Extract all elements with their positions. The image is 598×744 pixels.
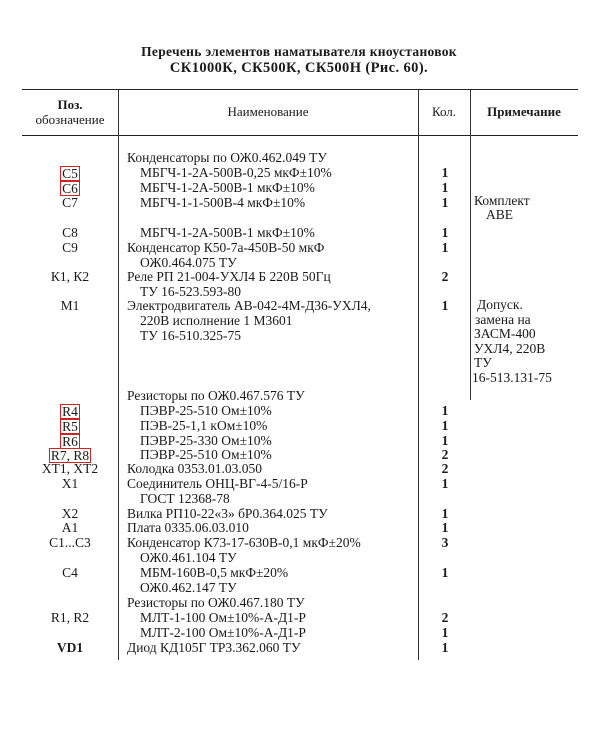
- row-name: МБГЧ-1-2А-500В-0,25 мкФ±10%: [140, 165, 332, 180]
- row-position: [22, 611, 118, 625]
- row-name: Колодка 0353.01.03.050: [127, 461, 262, 476]
- row-name: Конденсатор К73-17-630В-0,1 мкФ±20%: [127, 535, 361, 550]
- row-name: МЛТ-1-100 Ом±10%-А-Д1-Р: [140, 610, 306, 625]
- position-label: Х1: [61, 476, 79, 491]
- row-quantity: 3: [441, 535, 449, 550]
- header-position-line-1: Поз.: [57, 97, 83, 112]
- position-label: VD1: [56, 640, 84, 655]
- position-label: С1...С3: [49, 535, 91, 550]
- row-name: Электродвигатель АВ-042-4М-Д36-УХЛ4,: [127, 298, 371, 313]
- row-position: [22, 181, 118, 195]
- position-label: R4: [62, 404, 78, 419]
- row-position: [22, 270, 118, 284]
- row-quantity: 2: [441, 610, 449, 625]
- row-quantity: [420, 389, 470, 403]
- row-position: [22, 404, 118, 418]
- row-name: Конденсатор К50-7а-450В-50 мкФ: [127, 240, 325, 255]
- row-quantity: 1: [441, 640, 449, 655]
- row-quantity: [420, 581, 470, 595]
- row-position: [22, 492, 118, 506]
- row-name: МЛТ-2-100 Ом±10%-А-Д1-Р: [140, 625, 306, 640]
- row-quantity: [420, 551, 470, 565]
- row-position: [22, 314, 118, 328]
- row-position: [22, 477, 118, 491]
- row-name: МБГЧ-1-2А-500В-1 мкФ±10%: [140, 180, 315, 195]
- row-name: ТУ 16-510.325-75: [140, 328, 242, 343]
- note-line: замена на: [475, 312, 531, 327]
- position-label: С8: [62, 225, 78, 240]
- row-quantity: 2: [441, 269, 449, 284]
- row-position: [22, 166, 118, 180]
- row-quantity: 1: [441, 418, 449, 433]
- column-divider-3: [470, 90, 471, 400]
- row-quantity: 2: [441, 461, 449, 476]
- position-label: R7, R8: [50, 448, 90, 463]
- row-position: [22, 641, 118, 655]
- position-label: С4: [62, 565, 78, 580]
- row-quantity: 1: [441, 195, 449, 210]
- note-line: 16-513.131-75: [472, 370, 552, 385]
- column-divider-1: [118, 90, 119, 660]
- row-quantity: [420, 314, 470, 328]
- row-name: МБМ-160В-0,5 мкФ±20%: [140, 565, 289, 580]
- row-name: Резисторы по ОЖ0.467.180 ТУ: [127, 595, 305, 610]
- row-name: Соединитель ОНЦ-ВГ-4-5/16-Р: [127, 476, 308, 491]
- row-position: [22, 521, 118, 535]
- row-name: 220В исполнение 1 М3601: [140, 313, 293, 328]
- position-label: С7: [62, 195, 78, 210]
- row-position: [22, 626, 118, 640]
- note-line: Допуск.: [477, 297, 523, 312]
- position-label: К1, К2: [50, 269, 90, 284]
- row-quantity: 1: [441, 476, 449, 491]
- row-name: МБГЧ-1-2А-500В-1 мкФ±10%: [140, 225, 315, 240]
- row-quantity: 1: [441, 240, 449, 255]
- row-quantity: 1: [441, 165, 449, 180]
- row-name: Резисторы по ОЖ0.467.576 ТУ: [127, 388, 305, 403]
- row-quantity: [420, 492, 470, 506]
- row-quantity: [420, 285, 470, 299]
- position-label: С9: [62, 240, 78, 255]
- position-label: А1: [61, 520, 79, 535]
- row-quantity: [420, 151, 470, 165]
- row-position: [22, 226, 118, 240]
- header-position-line-2: обозначение: [35, 112, 105, 127]
- row-quantity: 1: [441, 625, 449, 640]
- row-position: [22, 581, 118, 595]
- row-quantity: [420, 256, 470, 270]
- row-name: ПЭВР-25-510 Ом±10%: [140, 447, 272, 462]
- header-bottom-rule: [22, 135, 578, 136]
- row-position: [22, 256, 118, 270]
- row-position: [22, 462, 118, 476]
- row-quantity: 1: [441, 225, 449, 240]
- row-name: ТУ 16-523.593-80: [140, 284, 242, 299]
- note-line: Комплект: [474, 193, 530, 208]
- note-line: ТУ: [474, 355, 492, 370]
- row-name: ПЭВР-25-510 Ом±10%: [140, 403, 272, 418]
- header-position: [22, 97, 118, 127]
- title-line-1: Перечень элементов наматывателя кноустановок: [141, 44, 457, 59]
- note-line: АВЕ: [486, 207, 513, 222]
- table-top-rule: [22, 89, 578, 90]
- row-position: [22, 566, 118, 580]
- row-quantity: 1: [441, 298, 449, 313]
- row-quantity: [420, 596, 470, 610]
- header-name: Наименование: [227, 104, 309, 119]
- row-name: ОЖ0.462.147 ТУ: [140, 580, 237, 595]
- note-line: ЗАСМ-400: [474, 326, 536, 341]
- row-position: [22, 448, 118, 462]
- row-position: [22, 285, 118, 299]
- row-quantity: 1: [441, 506, 449, 521]
- row-quantity: 1: [441, 403, 449, 418]
- row-quantity: 1: [441, 565, 449, 580]
- row-name: ОЖ0.461.104 ТУ: [140, 550, 237, 565]
- note-line: УХЛ4, 220В: [474, 341, 546, 356]
- row-position: [22, 551, 118, 565]
- row-quantity: 1: [441, 433, 449, 448]
- row-name: Диод КД105Г ТР3.362.060 ТУ: [127, 640, 301, 655]
- position-label: ХТ1, ХТ2: [41, 461, 99, 476]
- header-note: Примечание: [487, 104, 561, 119]
- row-name: Конденсаторы по ОЖ0.462.049 ТУ: [127, 150, 327, 165]
- header-qty: Кол.: [431, 104, 457, 119]
- row-name: ПЭВР-25-330 Ом±10%: [140, 433, 272, 448]
- position-label: С5: [62, 166, 78, 181]
- position-label: С6: [62, 181, 78, 196]
- row-position: [22, 434, 118, 448]
- position-label: М1: [60, 298, 80, 313]
- row-position: [22, 299, 118, 313]
- row-name: Плата 0335.06.03.010: [127, 520, 249, 535]
- position-label: R6: [62, 434, 78, 449]
- row-name: ПЭВ-25-1,1 кОм±10%: [140, 418, 268, 433]
- row-position: [22, 536, 118, 550]
- row-quantity: [420, 329, 470, 343]
- row-position: [22, 419, 118, 433]
- column-divider-2: [418, 90, 419, 660]
- row-quantity: 1: [441, 180, 449, 195]
- row-name: Реле РП 21-004-УХЛ4 Б 220В 50Гц: [127, 269, 331, 284]
- row-name: МБГЧ-1-1-500В-4 мкФ±10%: [140, 195, 306, 210]
- row-position: [22, 329, 118, 343]
- row-position: [22, 196, 118, 210]
- row-quantity: 2: [441, 447, 449, 462]
- row-name: Вилка РП10-22«3» бР0.364.025 ТУ: [127, 506, 328, 521]
- position-label: Х2: [61, 506, 79, 521]
- position-label: R5: [62, 419, 78, 434]
- row-name: ГОСТ 12368-78: [140, 491, 230, 506]
- row-position: [22, 241, 118, 255]
- title-line-2: СК1000К, СК500К, СК500Н (Рис. 60).: [169, 60, 429, 76]
- row-quantity: 1: [441, 520, 449, 535]
- row-position: [22, 596, 118, 610]
- row-position: [22, 507, 118, 521]
- position-label: R1, R2: [50, 610, 90, 625]
- row-name: ОЖ0.464.075 ТУ: [140, 255, 237, 270]
- row-position: [22, 389, 118, 403]
- row-position: [22, 151, 118, 165]
